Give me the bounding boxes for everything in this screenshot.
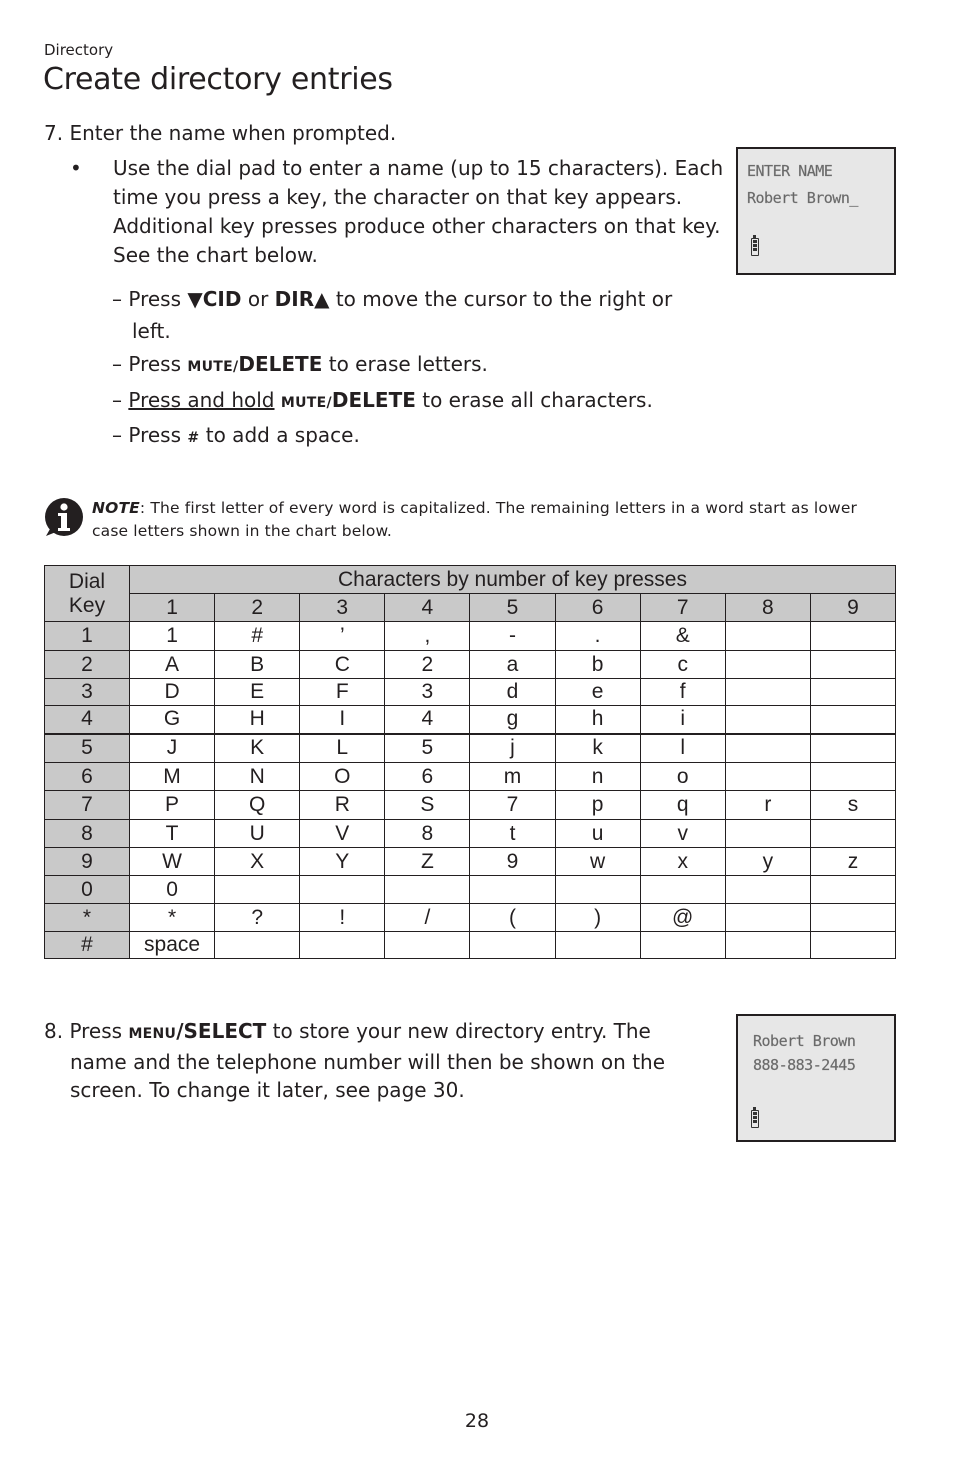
character-cell: t [470, 820, 555, 848]
character-cell [640, 876, 725, 904]
character-cell [810, 734, 895, 763]
character-cell: s [810, 791, 895, 820]
step-8-text [44, 1017, 665, 1104]
dial-key-cell: 9 [45, 848, 130, 876]
character-cell: X [215, 848, 300, 876]
dial-key-cell: 3 [45, 679, 130, 706]
step-8-line-3: screen. To change it later, see page 30. [70, 1078, 465, 1102]
table-row [45, 734, 896, 763]
character-cell [725, 904, 810, 932]
character-cell: 5 [385, 734, 470, 763]
character-cell: N [215, 763, 300, 791]
pound-key: # [187, 430, 200, 446]
character-cell: y [725, 848, 810, 876]
character-cell: w [555, 848, 640, 876]
dial-key-header-line-1: Dial [68, 569, 106, 593]
table-row [45, 622, 896, 651]
table-row [45, 706, 896, 734]
character-cell: ’ [300, 622, 385, 651]
character-cell [810, 679, 895, 706]
press-count-header: 8 [725, 594, 810, 622]
table-row [45, 820, 896, 848]
character-cell [215, 932, 300, 959]
character-cell [470, 876, 555, 904]
instruction-add-space [112, 423, 360, 447]
instruction-move-cursor [112, 283, 752, 347]
dial-key-cell: 2 [45, 651, 130, 679]
bullet-text: Use the dial pad to enter a name (up to 15 characters). Each time you press a key, the character on that key appears. Additional key presses produce other characters on that key. See the chart below. [113, 156, 724, 267]
character-cell: k [555, 734, 640, 763]
character-cell: M [130, 763, 215, 791]
table-row [45, 932, 896, 959]
table-row [45, 848, 896, 876]
dial-key-cell: # [45, 932, 130, 959]
character-cell: b [555, 651, 640, 679]
character-cell [810, 820, 895, 848]
dash-text: – Press [112, 423, 188, 447]
character-cell [725, 622, 810, 651]
character-cell: ) [555, 904, 640, 932]
character-cell: T [130, 820, 215, 848]
character-cell: F [300, 679, 385, 706]
character-cell: B [215, 651, 300, 679]
table-row [45, 651, 896, 679]
character-cell: l [640, 734, 725, 763]
table-row [45, 763, 896, 791]
character-cell: c [640, 651, 725, 679]
dial-key-cell: 6 [45, 763, 130, 791]
character-cell: W [130, 848, 215, 876]
character-cell: * [130, 904, 215, 932]
bullet: • [70, 156, 82, 180]
character-cell [810, 876, 895, 904]
character-cell: J [130, 734, 215, 763]
character-cell: 4 [385, 706, 470, 734]
note-label: NOTE [92, 499, 140, 517]
character-cell [810, 904, 895, 932]
add-space-text: to add a space. [199, 423, 360, 447]
character-cell [725, 651, 810, 679]
character-cell [810, 706, 895, 734]
character-cell: o [640, 763, 725, 791]
dial-key-cell: 8 [45, 820, 130, 848]
character-cell: O [300, 763, 385, 791]
dir-key: DIR▲ [274, 287, 330, 311]
character-cell [555, 932, 640, 959]
character-cell: 1 [130, 622, 215, 651]
character-cell: C [300, 651, 385, 679]
character-cell: e [555, 679, 640, 706]
character-cell: f [640, 679, 725, 706]
character-cell: @ [640, 904, 725, 932]
character-cell [385, 932, 470, 959]
note-text [92, 497, 882, 543]
character-cell: . [555, 622, 640, 651]
character-cell: 3 [385, 679, 470, 706]
mute-key: MUTE/ [187, 359, 239, 375]
character-cell: H [215, 706, 300, 734]
character-cell: A [130, 651, 215, 679]
character-cell: & [640, 622, 725, 651]
press-count-header: 3 [300, 594, 385, 622]
character-cell: Y [300, 848, 385, 876]
press-count-header: 6 [555, 594, 640, 622]
character-cell: # [215, 622, 300, 651]
character-cell [640, 932, 725, 959]
character-cell: 0 [130, 876, 215, 904]
characters-header: Characters by number of key presses [130, 566, 896, 594]
character-cell: 7 [470, 791, 555, 820]
character-cell [300, 876, 385, 904]
character-cell: / [385, 904, 470, 932]
character-cell: V [300, 820, 385, 848]
character-cell: u [555, 820, 640, 848]
page-title: Create directory entries [43, 62, 393, 97]
character-cell: Q [215, 791, 300, 820]
character-cell: h [555, 706, 640, 734]
page-number: 28 [464, 1410, 490, 1432]
move-cursor-text: to move the cursor to the right or [329, 287, 673, 311]
character-cell [725, 932, 810, 959]
character-cell: v [640, 820, 725, 848]
character-cell: G [130, 706, 215, 734]
dial-key-cell: 4 [45, 706, 130, 734]
info-icon [44, 497, 84, 537]
table-row [45, 904, 896, 932]
character-cell: L [300, 734, 385, 763]
table-body [45, 622, 896, 959]
lcd-screen-enter-name [736, 147, 896, 275]
battery-icon [751, 238, 759, 256]
step-8-line-2: name and the telephone number will then be shown on the [70, 1050, 666, 1074]
character-cell [725, 706, 810, 734]
character-cell: 8 [385, 820, 470, 848]
or-text: or [241, 287, 275, 311]
character-cell: m [470, 763, 555, 791]
character-cell: q [640, 791, 725, 820]
character-cell: ! [300, 904, 385, 932]
character-cell: z [810, 848, 895, 876]
press-count-header: 7 [640, 594, 725, 622]
character-cell [810, 622, 895, 651]
press-count-header: 1 [130, 594, 215, 622]
character-cell: K [215, 734, 300, 763]
table-row [45, 679, 896, 706]
table-row [45, 876, 896, 904]
dial-key-cell: 5 [45, 734, 130, 763]
character-cell [810, 932, 895, 959]
dash-text: – Press [112, 352, 188, 376]
character-cell: ? [215, 904, 300, 932]
lcd-line-1: ENTER NAME [747, 162, 833, 180]
character-cell: a [470, 651, 555, 679]
mute-key: MUTE/ [280, 395, 332, 411]
dial-key-characters-table [44, 565, 896, 959]
character-cell [725, 820, 810, 848]
dial-key-header-line-2: Key [68, 593, 106, 617]
press-and-hold-text: Press and hold [128, 388, 275, 412]
character-cell [725, 734, 810, 763]
move-cursor-text-2: left. [132, 319, 171, 343]
character-cell: n [555, 763, 640, 791]
character-cell: R [300, 791, 385, 820]
character-cell: space [130, 932, 215, 959]
character-cell: E [215, 679, 300, 706]
battery-icon [751, 1110, 759, 1128]
erase-text: to erase letters. [322, 352, 488, 376]
press-count-header-row [45, 594, 896, 622]
delete-key: DELETE [238, 352, 323, 376]
character-cell: S [385, 791, 470, 820]
dial-key-cell: 7 [45, 791, 130, 820]
character-cell [470, 932, 555, 959]
instruction-erase-all [112, 388, 653, 412]
press-count-header: 9 [810, 594, 895, 622]
dial-key-cell: 0 [45, 876, 130, 904]
character-cell: U [215, 820, 300, 848]
character-cell [810, 651, 895, 679]
character-cell: 2 [385, 651, 470, 679]
press-count-header: 2 [215, 594, 300, 622]
character-cell: r [725, 791, 810, 820]
select-key: /SELECT [176, 1019, 267, 1043]
character-cell: , [385, 622, 470, 651]
character-cell: ( [470, 904, 555, 932]
character-cell [555, 876, 640, 904]
character-cell: Z [385, 848, 470, 876]
cid-key: ▼CID [187, 287, 242, 311]
character-cell [810, 763, 895, 791]
character-cell: 9 [470, 848, 555, 876]
character-cell [725, 763, 810, 791]
erase-all-text: to erase all characters. [415, 388, 653, 412]
dash-text: – [112, 388, 129, 412]
character-cell: D [130, 679, 215, 706]
note-body: : The first letter of every word is capitalized. The remaining letters in a word start as lower case letters shown in the chart below. [92, 499, 858, 540]
character-cell: 6 [385, 763, 470, 791]
menu-key: MENU [128, 1026, 177, 1042]
section-label: Directory [44, 41, 114, 59]
character-cell [725, 876, 810, 904]
character-cell: j [470, 734, 555, 763]
press-count-header: 4 [385, 594, 470, 622]
character-cell: x [640, 848, 725, 876]
dash-text: – Press [112, 287, 188, 311]
character-cell: - [470, 622, 555, 651]
press-count-header: 5 [470, 594, 555, 622]
character-cell: p [555, 791, 640, 820]
dial-key-header [45, 566, 130, 622]
character-cell: d [470, 679, 555, 706]
character-cell: I [300, 706, 385, 734]
lcd-line-2: Robert Brown_ [747, 189, 858, 207]
dial-key-cell: * [45, 904, 130, 932]
character-cell [725, 679, 810, 706]
character-cell: i [640, 706, 725, 734]
character-cell: P [130, 791, 215, 820]
delete-key: DELETE [331, 388, 416, 412]
lcd-line-1: Robert Brown [753, 1032, 856, 1050]
character-cell: g [470, 706, 555, 734]
step-8-line-1: to store your new directory entry. The [266, 1019, 651, 1043]
character-cell [385, 876, 470, 904]
lcd-screen-entry [736, 1014, 896, 1142]
step-7-text: 7. Enter the name when prompted. [44, 121, 397, 145]
step-8-prefix: 8. Press [44, 1019, 129, 1043]
lcd-line-2: 888-883-2445 [753, 1056, 856, 1074]
character-cell [300, 932, 385, 959]
character-cell [215, 876, 300, 904]
table-row [45, 791, 896, 820]
instruction-erase-letters [112, 352, 488, 376]
dial-key-cell: 1 [45, 622, 130, 651]
